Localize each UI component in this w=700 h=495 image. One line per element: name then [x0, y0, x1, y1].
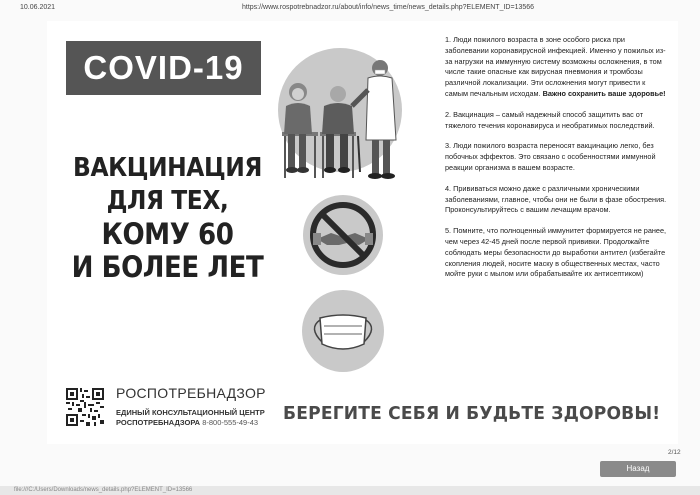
point-3 — [445, 141, 670, 173]
headline-line-4: И БОЛЕЕ ЛЕТ — [71, 250, 264, 284]
point-1-number: 1. — [445, 35, 452, 44]
headline-line-2: ДЛЯ ТЕХ, — [106, 186, 229, 216]
headline — [55, 152, 280, 284]
point-5 — [445, 226, 670, 280]
point-5-number: 5. — [445, 226, 452, 236]
back-button[interactable]: Назад — [600, 461, 676, 477]
bottom-url: file:///C:/Users/Downloads/news_details.php?ELEMENT_ID=13566 — [14, 487, 193, 493]
no-handshake-icon — [303, 195, 383, 275]
organization-name: РОСПОТРЕБНАДЗОР — [116, 385, 266, 401]
point-4-number: 4. — [445, 183, 452, 193]
face-mask-icon — [302, 290, 384, 372]
point-4 — [445, 184, 670, 216]
covid-title: COVID-19 — [83, 49, 244, 86]
point-5-text: Помните, что полноценный иммунитет формируется не ранее, чем через 42-45 дней после первой прививки. Продолжайте соблюдать меры безопасности до выработки антител (избегайте скопления людей, носите маску в общественных местах, часто мойте руки с мылом или обрабатывайте их антисептиком) — [445, 226, 667, 279]
point-4-text: Прививаться можно даже с различными хроническими заболеваниями, главное, чтобы они не были в фазе обострения. Проконсультируйтесь с вашим лечащим врачом. — [445, 183, 667, 215]
slogan: БЕРЕГИТЕ СЕБЯ И БУДЬТЕ ЗДОРОВЫ! — [283, 403, 661, 424]
point-3-number: 3. — [445, 141, 452, 151]
point-1-text: Люди пожилого возраста в зоне особого риска при заболевании коронавирусной инфекцией. Именно у пожилых из-за нагрузки на иммунную систему возможны осложнения, в том числе такие опасные как вирусная пневмония и тромбозы различной локализации. Эти осложнения могут привести к самым печальным исходам. — [445, 35, 666, 98]
print-url: https://www.rospotrebnadzor.ru/about/info/news_time/news_details.php?ELEMENT_ID=13566 — [242, 4, 535, 11]
point-2-text: Вакцинация – самый надежный способ защитить вас от тяжелого течения коронавируса и необратимых последствий. — [445, 109, 655, 130]
org-sub-line-2: РОСПОТРЕБНАДЗОРА — [116, 418, 201, 427]
headline-line-3: КОМУ 60 — [101, 217, 234, 251]
page-number: 2/12 — [668, 449, 681, 456]
print-date: 10.06.2021 — [20, 4, 56, 11]
point-1-bold: Важно сохранить ваше здоровье! — [542, 88, 666, 98]
org-sub-line-1: ЕДИНЫЙ КОНСУЛЬТАЦИОННЫЙ ЦЕНТР — [116, 408, 265, 417]
info-points — [445, 35, 670, 290]
organization-subtitle — [116, 408, 265, 428]
point-2-number: 2. — [445, 109, 452, 119]
covid-title-box — [66, 41, 261, 95]
org-phone: 8-800-555-49-43 — [202, 418, 259, 427]
elderly-vaccination-illustration — [268, 40, 428, 190]
point-1 — [445, 35, 670, 100]
point-3-text: Люди пожилого возраста переносят вакцинацию легко, без побочных эффектов. Это связано с особенностями иммунной реакции организма в вашем возрасте. — [445, 141, 656, 172]
headline-line-1: ВАКЦИНАЦИЯ — [73, 153, 262, 183]
point-2 — [445, 110, 670, 132]
qr-code-icon — [66, 388, 104, 426]
